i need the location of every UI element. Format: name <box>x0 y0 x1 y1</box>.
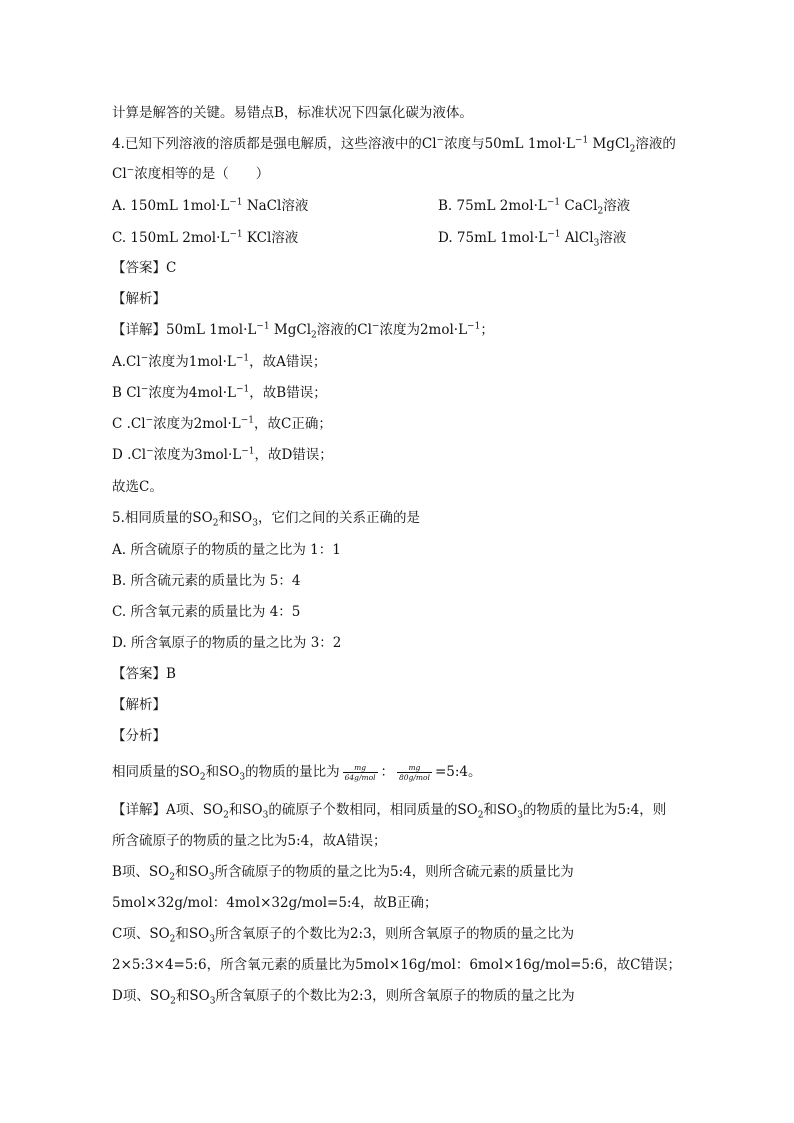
q5-detail-b-cont <box>112 893 437 913</box>
text-fragment: 2 <box>170 996 176 1007</box>
text-fragment: −1 <box>229 229 243 240</box>
text-fragment: 故选C。 <box>112 479 163 495</box>
text-fragment: 64g/mol <box>344 773 376 782</box>
text-fragment: 溶液 <box>599 230 627 246</box>
text-fragment: 3 <box>593 238 600 249</box>
fraction-mass-over-80 <box>397 763 432 782</box>
q5-detail-b <box>112 862 574 882</box>
q5-detail-d <box>112 986 575 1006</box>
q4-analysis-heading <box>112 289 166 309</box>
text-fragment: 【答案】C <box>112 260 177 276</box>
text-fragment: MgCl <box>588 136 630 152</box>
text-fragment: 和SO <box>174 864 209 880</box>
text-fragment: 所含氧原子的个数比为2:3，则所含氧原子的物质的量之比为 <box>215 988 575 1004</box>
text-fragment: C. 150mL 2mol·L <box>112 230 230 246</box>
text-fragment: 的物质的量比为 <box>245 764 340 780</box>
text-fragment: Cl <box>112 166 127 182</box>
text-fragment: 和SO <box>218 510 253 526</box>
question-4-stem-cont <box>112 164 269 184</box>
q5-option-b <box>112 571 300 591</box>
text-fragment: 4.已知下列溶液的溶质都是强电解质，这些溶液中的Cl <box>112 136 437 152</box>
q4-detail-d <box>112 445 333 465</box>
text-fragment: 3 <box>209 996 216 1007</box>
text-fragment: MgCl <box>269 322 312 338</box>
q5-option-a <box>112 540 341 560</box>
text-fragment: 浓度为4mol·L <box>148 385 236 401</box>
text-fragment: KCl溶液 <box>242 230 299 246</box>
q5-detail-a <box>112 800 666 820</box>
text-fragment: B Cl <box>112 385 141 401</box>
text-fragment: B项、SO <box>112 864 170 880</box>
text-fragment: 2 <box>477 810 484 821</box>
text-fragment: −1 <box>236 384 250 395</box>
text-fragment: 3 <box>239 772 246 783</box>
text-fragment: mg <box>397 763 432 773</box>
text-fragment: 浓度为3mol·L <box>153 447 242 463</box>
text-fragment: − <box>371 321 380 332</box>
text-fragment: 80g/mol <box>399 773 430 782</box>
text-fragment: 3 <box>209 934 215 945</box>
text-fragment: 【答案】B <box>112 666 176 682</box>
q4-option-d <box>438 228 626 248</box>
q4-detail <box>112 320 494 340</box>
q4-option-a <box>112 196 308 216</box>
text-fragment: − <box>145 415 154 426</box>
text-fragment: 和SO <box>205 764 240 780</box>
text-fragment: −1 <box>547 229 561 240</box>
q5-analysis-heading <box>112 695 166 715</box>
text-fragment: 和SO <box>228 802 263 818</box>
text-fragment: AlCl <box>560 230 594 246</box>
text-fragment: 【分析】 <box>112 728 166 744</box>
text-fragment: A.Cl <box>112 354 141 370</box>
question-5-stem <box>112 508 420 528</box>
text-fragment: 2 <box>169 934 176 945</box>
text-fragment: 溶液 <box>603 198 631 214</box>
text-fragment: 2 <box>629 144 636 155</box>
question-4-stem <box>112 134 676 154</box>
q5-detail-c-cont <box>112 955 681 975</box>
text-fragment: 浓度为1mol·L <box>148 354 236 370</box>
text-fragment: 溶液的Cl <box>316 322 372 338</box>
text-fragment: 3 <box>262 810 269 821</box>
text-fragment: 5.相同质量的SO <box>112 510 213 526</box>
q5-option-c <box>112 602 300 622</box>
text-fragment: 所含硫原子的物质的量之比为5:4，故A错误； <box>112 833 387 849</box>
text-fragment: 2 <box>169 872 175 883</box>
text-fragment: 和SO <box>175 988 210 1004</box>
fraction-mass-over-64 <box>343 763 378 782</box>
text-fragment: −1 <box>256 321 270 332</box>
text-fragment: 的物质的量比为5:4，则 <box>523 802 667 818</box>
text-fragment: 【解析】 <box>112 291 166 307</box>
text-fragment: − <box>126 165 135 176</box>
q4-option-c <box>112 228 298 248</box>
text-fragment: D. 所含氧原子的物质的量之比为 3：2 <box>112 635 342 651</box>
text-fragment: ，故B错误； <box>249 385 327 401</box>
text-fragment: ： <box>380 764 395 780</box>
text-fragment: −1 <box>229 197 243 208</box>
text-fragment: ，它们之间的关系正确的是 <box>258 510 420 526</box>
text-fragment: 2 <box>212 518 219 529</box>
text-fragment: CaCl <box>560 198 598 214</box>
text-fragment: − <box>436 135 445 146</box>
text-fragment: ，故A错误； <box>249 354 327 370</box>
text-fragment: −1 <box>235 353 250 364</box>
text-fragment: 2 <box>597 206 604 217</box>
text-fragment: 浓度与50mL 1mol·L <box>444 136 575 152</box>
text-fragment: −1 <box>546 197 561 208</box>
text-fragment: −1 <box>241 446 255 457</box>
text-fragment: 计算是解答的关键。易错点B，标准状况下四氯化碳为液体。 <box>112 105 473 121</box>
text-fragment: A. 150mL 1mol·L <box>112 198 230 214</box>
text-fragment: D .Cl <box>112 447 147 463</box>
text-fragment: −1 <box>467 321 481 332</box>
text-fragment: 3 <box>517 810 523 821</box>
text-fragment: 2×5:3×4=5:6，所含氧元素的质量比为5mol×16g/mol：6mol×16g/mol=5:6，故C错误； <box>112 957 681 973</box>
q4-detail-a <box>112 352 326 372</box>
text-fragment: −1 <box>574 135 589 146</box>
q4-answer <box>112 258 176 278</box>
text-fragment: − <box>146 446 154 457</box>
text-fragment: ，故C正确； <box>253 416 332 432</box>
text-fragment: 【解析】 <box>112 697 166 713</box>
text-fragment: ； <box>480 322 494 338</box>
q5-option-d <box>112 633 341 653</box>
text-fragment: −1 <box>240 415 254 426</box>
q4-detail-b <box>112 383 327 403</box>
q5-detail-c <box>112 924 574 944</box>
q4-detail-c <box>112 414 332 434</box>
q5-analysis-formula <box>112 762 481 782</box>
text-fragment: B. 所含硫元素的质量比为 5：4 <box>112 573 301 589</box>
text-fragment: 相同质量的SO <box>112 764 200 780</box>
text-fragment: 和SO <box>483 802 518 818</box>
text-fragment: 的硫原子个数相同，相同质量的SO <box>268 802 478 818</box>
text-fragment: C .Cl <box>112 416 146 432</box>
text-fragment: 2 <box>311 330 317 341</box>
text-fragment: 3 <box>208 872 215 883</box>
text-fragment: 【详解】A项、SO <box>112 802 224 818</box>
text-fragment: B. 75mL 2mol·L <box>438 198 547 214</box>
text-fragment: D. 75mL 1mol·L <box>438 230 548 246</box>
q5-analysis-label <box>112 726 166 746</box>
text-fragment: D项、SO <box>112 988 171 1004</box>
q5-answer <box>112 664 176 684</box>
text-fragment: 【详解】50mL 1mol·L <box>112 322 257 338</box>
q4-option-b <box>438 196 630 216</box>
text-line-1 <box>112 103 473 123</box>
text-fragment: ，故D错误； <box>254 447 333 463</box>
text-fragment: A. 所含硫原子的物质的量之比为 1：1 <box>112 542 341 558</box>
text-fragment: 5mol×32g/mol：4mol×32g/mol=5:4，故B正确； <box>112 895 438 911</box>
text-fragment: 浓度为2mol·L <box>153 416 241 432</box>
text-fragment: − <box>140 384 149 395</box>
text-fragment: mg <box>343 763 378 773</box>
q5-detail-a-cont <box>112 831 386 851</box>
text-fragment: − <box>140 353 149 364</box>
text-fragment: NaCl溶液 <box>242 198 309 214</box>
text-fragment: 溶液的 <box>635 136 676 152</box>
text-fragment: 3 <box>252 518 258 529</box>
text-fragment: 2 <box>199 772 206 783</box>
text-fragment: 浓度为2mol·L <box>379 322 468 338</box>
text-fragment: 和SO <box>175 926 210 942</box>
text-fragment: 所含氧原子的个数比为2:3，则所含氧原子的物质的量之比为 <box>214 926 575 942</box>
text-fragment: 浓度相等的是（ ） <box>134 166 270 182</box>
text-fragment: 2 <box>223 810 229 821</box>
text-fragment: C项、SO <box>112 926 170 942</box>
text-fragment: 所含硫原子的物质的量之比为5:4，则所含硫元素的质量比为 <box>214 864 574 880</box>
text-fragment: =5:4。 <box>434 764 482 780</box>
q4-conclusion <box>112 477 163 497</box>
text-fragment: C. 所含氧元素的质量比为 4：5 <box>112 604 301 620</box>
